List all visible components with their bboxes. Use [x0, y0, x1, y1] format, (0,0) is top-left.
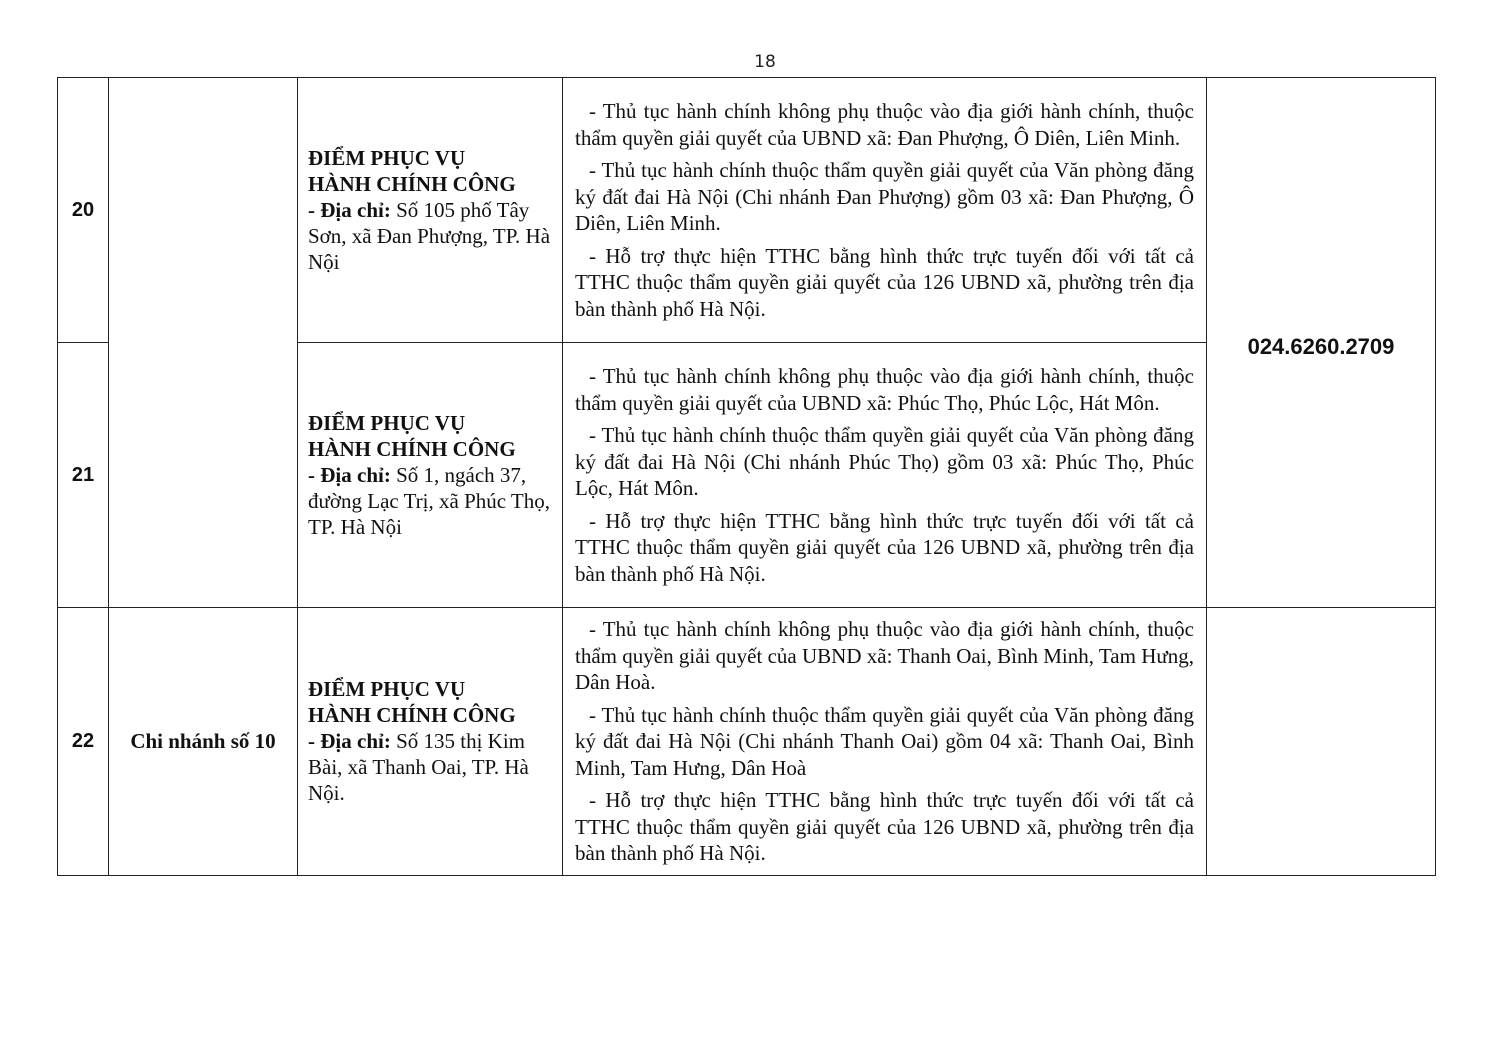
procedure-paragraph: - Hỗ trợ thực hiện TTHC bằng hình thức trực tuyến đối với tất cả TTHC thuộc thẩm quyền giải quyết của 126 UBND xã, phường trên địa bàn thành phố Hà Nội. — [575, 508, 1194, 586]
row-number: 22 — [58, 608, 109, 876]
phone-cell — [1207, 608, 1436, 876]
address-label: - Địa chỉ: — [308, 198, 391, 222]
table-row — [58, 78, 1436, 343]
address-text: Số 105 phố Tây Sơn, xã Đan Phượng, TP. Hà Nội — [308, 198, 551, 274]
branch-cell — [109, 78, 298, 608]
service-point-title: ĐIỂM PHỤC VỤ — [308, 146, 466, 170]
procedure-paragraph: - Hỗ trợ thực hiện TTHC bằng hình thức trực tuyến đối với tất cả TTHC thuộc thẩm quyền giải quyết của 126 UBND xã, phường trên địa bàn thành phố Hà Nội. — [575, 788, 1194, 865]
service-point-cell — [298, 343, 563, 608]
page-number: 18 — [754, 52, 776, 72]
procedures-cell — [563, 608, 1207, 876]
address-label: - Địa chỉ: — [308, 729, 391, 754]
procedure-paragraph: - Thủ tục hành chính không phụ thuộc vào địa giới hành chính, thuộc thẩm quyền giải quyết của UBND xã: Phúc Thọ, Phúc Lộc, Hát Môn. — [575, 364, 1194, 415]
branch-name: Chi nhánh số 10 — [109, 608, 298, 876]
service-point-title: ĐIỂM PHỤC VỤ — [308, 411, 466, 435]
procedure-paragraph: - Hỗ trợ thực hiện TTHC bằng hình thức trực tuyến đối với tất cả TTHC thuộc thẩm quyền giải quyết của 126 UBND xã, phường trên địa bàn thành phố Hà Nội. — [575, 243, 1194, 321]
address-label: - Địa chỉ: — [308, 463, 391, 487]
procedures-cell — [563, 343, 1207, 608]
service-point-cell — [298, 78, 563, 343]
service-point-cell — [298, 608, 563, 876]
procedure-paragraph: - Thủ tục hành chính thuộc thẩm quyền giải quyết của Văn phòng đăng ký đất đai Hà Nội (Chi nhánh Phúc Thọ) gồm 03 xã: Phúc Thọ, Phúc Lộc, Hát Môn. — [575, 423, 1194, 500]
row-number: 20 — [58, 78, 109, 343]
procedure-paragraph: - Thủ tục hành chính không phụ thuộc vào địa giới hành chính, thuộc thẩm quyền giải quyết của UBND xã: Thanh Oai, Bình Minh, Tam Hưng, Dân Hoà. — [575, 617, 1194, 694]
procedure-paragraph: - Thủ tục hành chính thuộc thẩm quyền giải quyết của Văn phòng đăng ký đất đai Hà Nội (Chi nhánh Thanh Oai) gồm 04 xã: Thanh Oai, Bình Minh, Tam Hưng, Dân Hoà — [575, 702, 1194, 780]
procedure-paragraph: - Thủ tục hành chính không phụ thuộc vào địa giới hành chính, thuộc thẩm quyền giải quyết của UBND xã: Đan Phượng, Ô Diên, Liên Minh. — [575, 99, 1194, 150]
phone-number: 024.6260.2709 — [1207, 78, 1436, 608]
table-row — [58, 608, 1436, 876]
procedure-paragraph: - Thủ tục hành chính thuộc thẩm quyền giải quyết của Văn phòng đăng ký đất đai Hà Nội (Chi nhánh Đan Phượng) gồm 03 xã: Đan Phượng, Ô Diên, Liên Minh. — [575, 158, 1194, 235]
service-point-title: ĐIỂM PHỤC VỤ — [308, 677, 466, 702]
service-points-table — [57, 77, 1436, 876]
address-text: Số 135 thị Kim Bài, xã Thanh Oai, TP. Hà Nội. — [308, 729, 529, 806]
row-number: 21 — [58, 343, 109, 608]
service-point-title: HÀNH CHÍNH CÔNG — [308, 172, 516, 196]
service-point-title: HÀNH CHÍNH CÔNG — [308, 437, 516, 461]
service-point-title: HÀNH CHÍNH CÔNG — [308, 703, 516, 728]
address-text: Số 1, ngách 37, đường Lạc Trị, xã Phúc Thọ, TP. Hà Nội — [308, 463, 551, 539]
procedures-cell — [563, 78, 1207, 343]
